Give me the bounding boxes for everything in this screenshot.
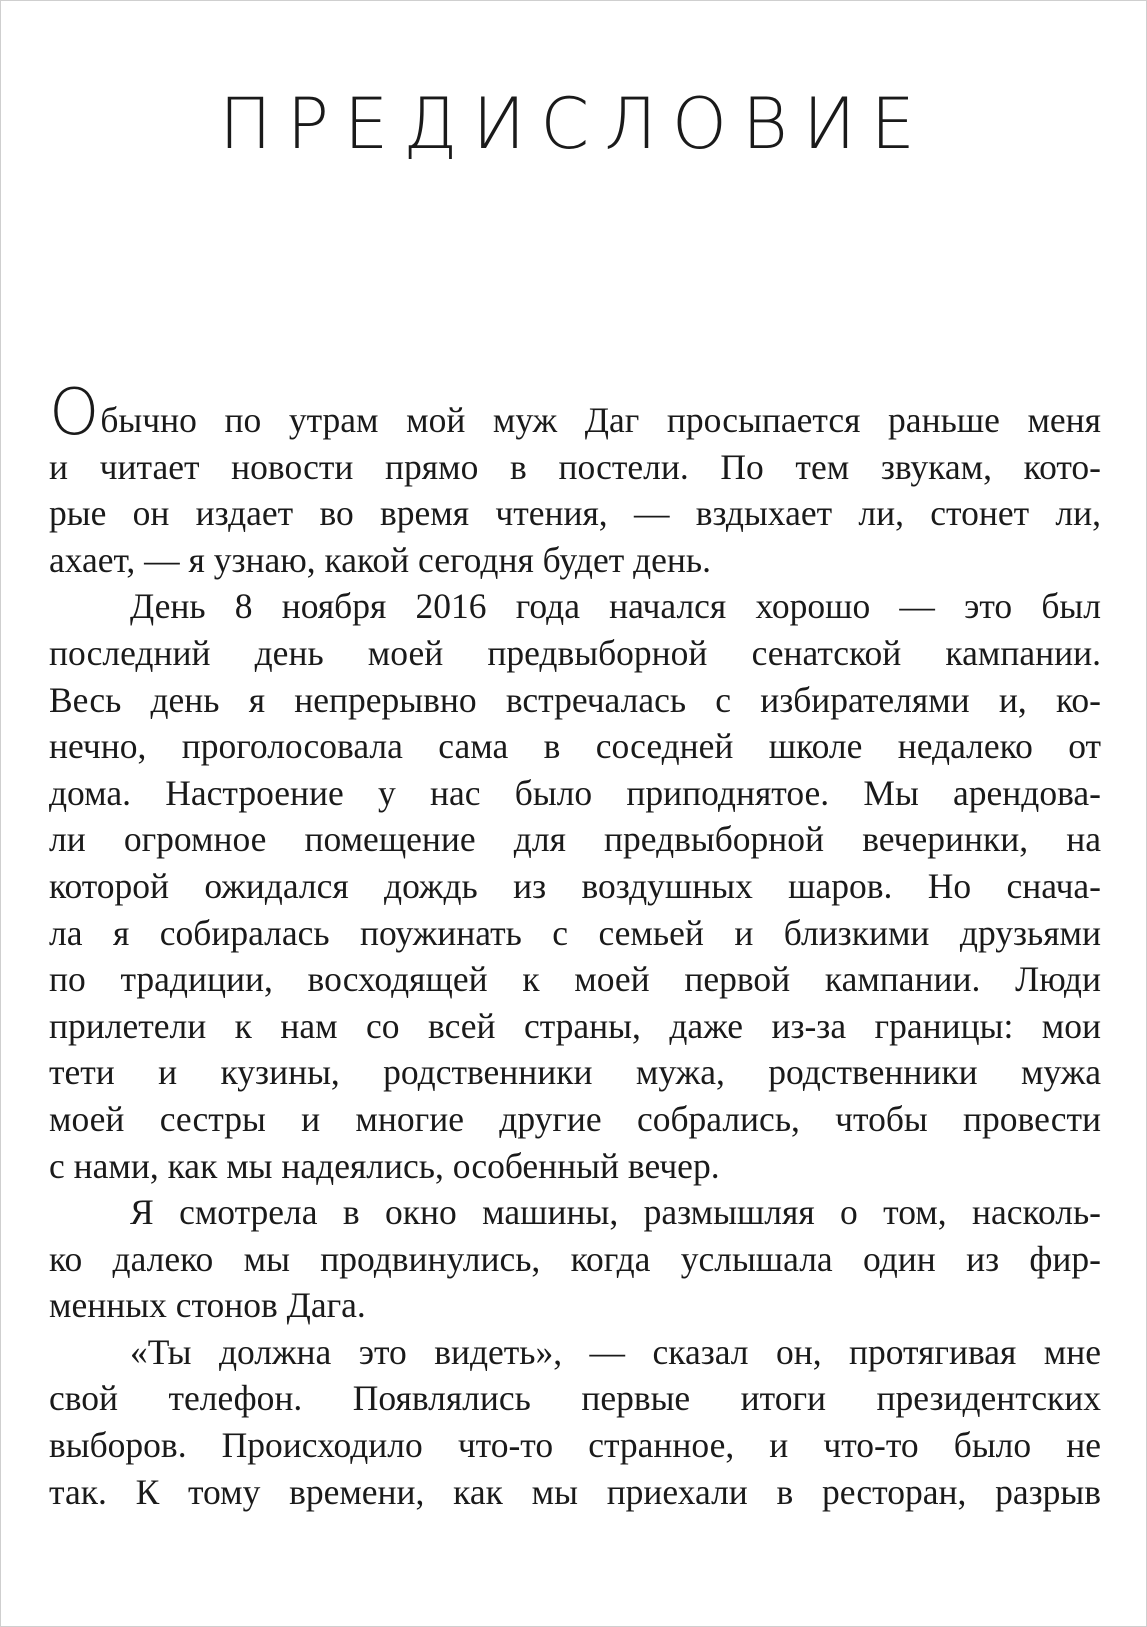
text-line: ла я собиралась поужинать с семьей и близкими друзьями [49,912,1101,953]
text-line: и читает новости прямо в постели. По тем звукам, кото- [49,446,1101,487]
text-line: Обычно по утрам мой муж Даг просыпается раньше меня [49,376,1101,450]
text-line: День 8 ноября 2016 года начался хорошо — это был [130,586,1101,627]
text-line: тети и кузины, родственники мужа, родственники мужа [49,1052,1101,1093]
text-line: ли огромное помещение для предвыборной вечеринки, на [49,819,1101,860]
text-line: Я смотрела в окно машины, размышляя о том, насколь- [130,1192,1101,1233]
chapter-body [49,376,1101,1515]
text-line: ко далеко мы продвинулись, когда услышала один из фир- [49,1238,1101,1279]
text-line: прилетели к нам со всей страны, даже из-за границы: мои [49,1005,1101,1046]
text-line: которой ожидался дождь из воздушных шаров. Но снача- [49,865,1101,906]
drop-cap: О [49,376,100,450]
text-line: «Ты должна это видеть», — сказал он, протягивая мне [130,1331,1101,1372]
chapter-title: ПРЕДИСЛОВИЕ [219,83,930,165]
text-line: по традиции, восходящей к моей первой кампании. Люди [49,959,1101,1000]
text-line: свой телефон. Появлялись первые итоги президентских [49,1378,1101,1419]
text-line: так. К тому времени, как мы приехали в ресторан, разрыв [49,1471,1101,1512]
text-line: менных стонов Дага. [49,1285,366,1326]
text-line: моей сестры и многие другие собрались, чтобы провести [49,1098,1101,1139]
text-line: последний день моей предвыборной сенатской кампании. [49,632,1101,673]
text-line: рые он издает во время чтения, — вздыхает ли, стонет ли, [49,493,1101,534]
text-line: нечно, проголосовала сама в соседней школе недалеко от [49,726,1101,767]
text-line: дома. Настроение у нас было приподнятое. Мы арендова- [49,772,1101,813]
text-line: ахает, — я узнаю, какой сегодня будет день. [49,539,711,580]
text-line: с нами, как мы надеялись, особенный вечер. [49,1145,720,1186]
text-line: выборов. Происходило что-то странное, и что-то было не [49,1425,1101,1466]
text-line: Весь день я непрерывно встречалась с избирателями и, ко- [49,679,1101,720]
